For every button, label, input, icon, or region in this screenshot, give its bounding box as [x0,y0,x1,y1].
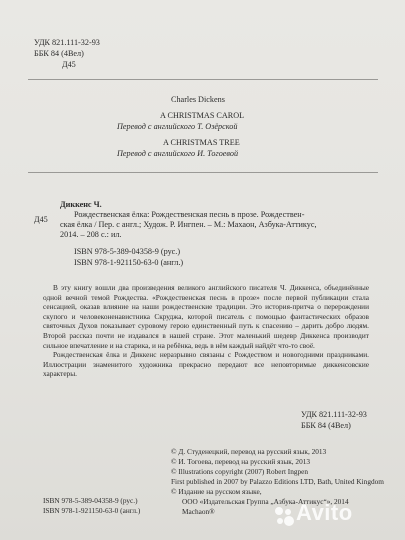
catalog-line2: ская ёлка / Пер. с англ.; Худож. Р. Ингпен. – М.: Махаон, Азбука-Аттикус, [60,220,317,229]
copyright-2: © И. Тогоева, перевод на русский язык, 2013 [171,457,311,466]
avito-watermark: Avito [296,500,353,525]
catalog-line3: 2014. – 208 с.: ил. [60,230,122,239]
bottom-isbn-ru: ISBN 978-5-389-04358-9 (рус.) [43,496,138,505]
avito-logo-icon [273,505,295,527]
mid-divider [28,172,378,173]
bbk-top: ББК 84 (4Вел) [34,49,84,58]
catalog-author: Диккенс Ч. [60,200,102,209]
copyright-3: © Illustrations copyright (2007) Robert Ingpen [171,467,309,476]
copyright-4: First published in 2007 by Palazzo Editions LTD, Bath, United Kingdom [171,477,384,486]
title-tree: A CHRISTMAS TREE [163,138,240,147]
annotation-para-1: В эту книгу вошли два произведения великого английского писателя Ч. Диккенса, объединённые одной вечной темой Рождества. «Рождественская песнь в прозе» после первой публикации стала сенсацией, оказав влияние на наши рождественские традиции. Это история-притча о перерождении скупого и человеконенавистника Скруджа, которой писатель с помощью фантастических образов святочных Духов показывает суровому герою единственный путь к спасению – дарить добро людям. Второй рассказ почти не издавался в нашей стране. Этот маленький шедевр Диккенса производит сильное впечатление и на старика, и на ребёнка, ведь в нём каждый найдёт что-то своё. [43,283,369,350]
bbk-bottom: ББК 84 (4Вел) [301,421,351,430]
copyright-1: © Д. Студенецкий, перевод на русский язык, 2013 [171,447,327,456]
catalog-isbn-en: ISBN 978-1-921150-63-0 (англ.) [74,258,184,267]
top-divider [28,79,378,80]
catalog-code: Д45 [34,215,48,224]
catalog-line1: Рождественская ёлка: Рождественская песнь в прозе. Рождествен- [74,210,305,219]
copyright-5: © Издание на русском языке, [171,487,262,496]
code-top: Д45 [62,60,76,69]
copyright-6: ООО «Издательская Группа „Азбука-Аттикус“», 2014 [182,497,349,506]
tree-translation: Перевод с английского И. Тогоевой [117,149,239,158]
annotation [43,283,369,379]
bottom-isbn-en: ISBN 978-1-921150-63-0 (англ.) [43,506,141,515]
carol-translation: Перевод с английского Т. Озёрской [117,122,238,131]
udk-bottom: УДК 821.111-32-93 [301,410,367,419]
annotation-para-2: Рождественская ёлка и Диккенс неразрывно связаны с Рождеством и новогодними праздниками. Иллюстрации знаменитого художника прекрасно передают все неповторимые диккенсовские характеры. [43,350,369,379]
author-en: Charles Dickens [171,95,225,104]
title-carol: A CHRISTMAS CAROL [160,111,245,120]
catalog-isbn-ru: ISBN 978-5-389-04358-9 (рус.) [74,247,181,256]
udk-top: УДК 821.111-32-93 [34,38,100,47]
copyright-7: Machaon® [182,507,215,516]
